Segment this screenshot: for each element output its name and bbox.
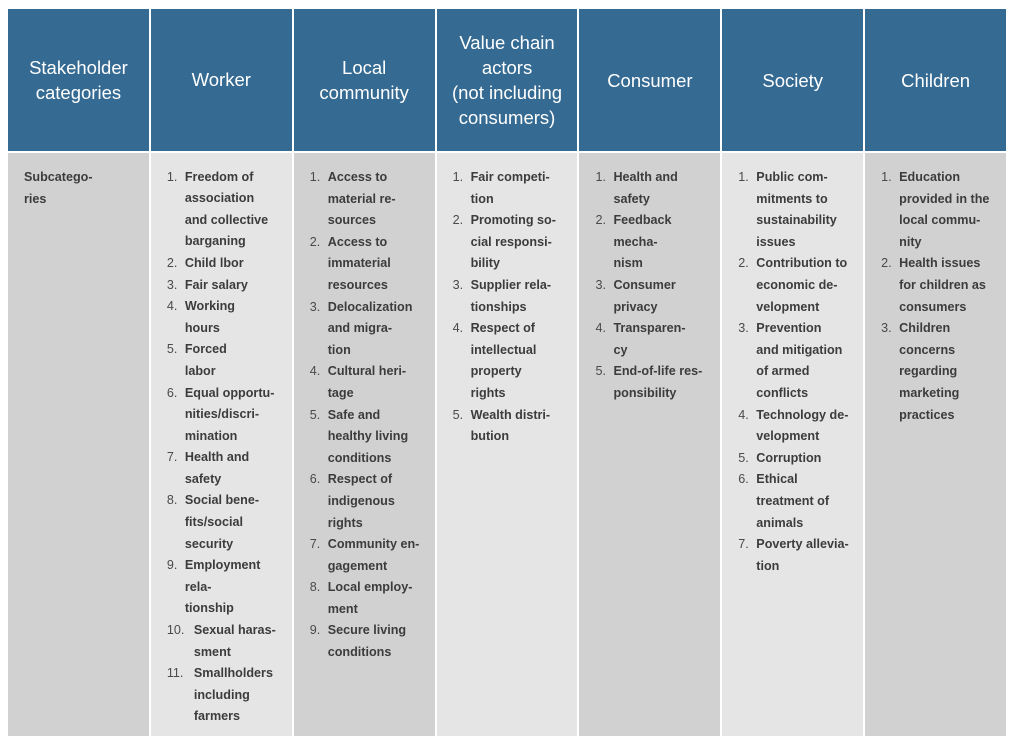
- item-text: Health and safety: [184, 450, 250, 486]
- item-text: Fair competi- tion: [470, 170, 550, 206]
- item-text: Child lbor: [184, 255, 244, 270]
- list-item: [595, 210, 712, 275]
- list-item: [167, 253, 284, 275]
- item-text: Working hours: [184, 299, 236, 335]
- item-number: 7.: [309, 537, 321, 552]
- list-item: [167, 555, 284, 620]
- list-item: [167, 383, 284, 448]
- column-body: [151, 153, 292, 736]
- item-number: 2.: [452, 213, 464, 228]
- column-header: [294, 9, 435, 151]
- subcategory-list: [453, 167, 570, 448]
- item-number: 5.: [166, 342, 178, 357]
- item-number: 2.: [166, 255, 178, 270]
- list-item: [167, 490, 284, 555]
- list-item: [738, 469, 855, 534]
- item-text: Wealth distri- bution: [470, 407, 551, 444]
- header-label: Children: [901, 69, 971, 91]
- header-label: Value chain actors (not including consumers): [451, 32, 563, 128]
- list-item: [453, 210, 570, 275]
- item-number: 1.: [166, 169, 178, 184]
- subcategory-list: [738, 167, 855, 577]
- item-text: Corruption: [756, 450, 822, 465]
- item-text: Technology de- velopment: [756, 407, 849, 444]
- item-text: Local employ- ment: [327, 580, 413, 616]
- column-body: [294, 153, 435, 736]
- item-number: 1.: [309, 170, 321, 184]
- item-number: 7.: [166, 450, 178, 465]
- item-text: Poverty allevia- tion: [756, 537, 849, 573]
- list-item: [310, 405, 427, 470]
- list-item: [881, 167, 998, 253]
- item-text: Promoting so- cial responsi- bility: [470, 213, 556, 271]
- item-text: Equal opportu- nities/discri- mination: [184, 385, 275, 443]
- item-number: 4.: [166, 299, 178, 314]
- item-number: 4.: [452, 321, 464, 336]
- item-text: Transparen- cy: [613, 321, 686, 357]
- item-number: 4.: [309, 364, 321, 379]
- column-stakeholder-categories: [8, 9, 149, 736]
- list-item: [738, 318, 855, 404]
- item-number: 9.: [166, 558, 178, 573]
- list-item: [738, 405, 855, 448]
- item-text: Access to material re- sources: [327, 170, 396, 228]
- list-item: [310, 167, 427, 232]
- item-text: End-of-life res- ponsibility: [613, 364, 703, 400]
- subcategory-list: [310, 167, 427, 664]
- list-item: [167, 296, 284, 339]
- item-text: Health issues for children as consumers: [899, 256, 986, 314]
- item-text: Employment rela- tionship: [184, 558, 261, 616]
- item-number: 10.: [166, 623, 185, 638]
- item-number: 1.: [595, 170, 606, 184]
- item-number: 5.: [738, 450, 749, 465]
- list-item: [738, 167, 855, 253]
- column-local-community: [294, 9, 435, 736]
- item-number: 2.: [309, 234, 321, 249]
- list-item: [881, 318, 998, 426]
- column-worker: [151, 9, 292, 736]
- list-item: [595, 361, 712, 404]
- stakeholder-table: [8, 9, 1006, 736]
- item-number: 1.: [738, 170, 749, 184]
- item-text: Social bene- fits/social security: [184, 493, 260, 551]
- column-body: [865, 153, 1006, 736]
- item-text: Delocalization and migra- tion: [327, 299, 413, 357]
- item-number: 3.: [452, 277, 464, 292]
- list-item: [595, 167, 712, 210]
- list-item: [738, 253, 855, 318]
- item-text: Consumer privacy: [613, 277, 676, 314]
- item-number: 6.: [309, 472, 321, 487]
- item-text: Children concerns regarding marketing practices: [899, 321, 960, 422]
- item-number: 2.: [738, 256, 749, 271]
- list-item: [453, 405, 570, 448]
- list-item: [453, 275, 570, 318]
- list-item: [310, 534, 427, 577]
- list-item: [453, 318, 570, 404]
- item-text: Prevention and mitigation of armed conflicts: [756, 321, 843, 400]
- item-text: Access to immaterial resources: [327, 234, 391, 292]
- item-text: Sexual haras- sment: [193, 623, 276, 659]
- list-item: [310, 620, 427, 663]
- list-item: [310, 469, 427, 534]
- item-number: 8.: [166, 493, 178, 508]
- list-item: [310, 361, 427, 404]
- list-item: [738, 534, 855, 577]
- column-body: [8, 153, 149, 736]
- column-body: [437, 153, 578, 736]
- subcategory-list: [167, 167, 284, 728]
- column-body: [722, 153, 863, 736]
- column-header: [437, 9, 578, 151]
- list-item: [738, 448, 855, 470]
- subcategory-list: [595, 167, 712, 405]
- item-number: 3.: [881, 321, 892, 336]
- header-label: Stakeholder categories: [29, 57, 128, 103]
- list-item: [167, 275, 284, 297]
- item-text: Freedom of association and collective barganing: [184, 169, 269, 249]
- header-label: Worker: [191, 69, 251, 91]
- item-text: Smallholders including farmers: [193, 666, 273, 724]
- item-text: Public com- mitments to sustainability issues: [756, 170, 837, 249]
- header-label: Society: [762, 69, 824, 91]
- column-body: [579, 153, 720, 736]
- subcategories-label: Subcatego- ries: [24, 170, 93, 206]
- list-item: [595, 275, 712, 318]
- list-item: [310, 577, 427, 620]
- item-number: 2.: [881, 256, 892, 271]
- item-number: 3.: [738, 321, 749, 336]
- item-number: 6.: [738, 472, 749, 487]
- list-item: [310, 232, 427, 297]
- item-number: 4.: [738, 407, 749, 422]
- column-header: [865, 9, 1006, 151]
- list-item: [167, 167, 284, 253]
- subcategory-list: [881, 167, 998, 426]
- item-number: 3.: [595, 277, 606, 292]
- item-text: Ethical treatment of animals: [756, 472, 830, 530]
- item-text: Community en- gagement: [327, 537, 420, 573]
- list-item: [310, 297, 427, 362]
- item-number: 1.: [452, 170, 464, 184]
- list-item: [453, 167, 570, 210]
- item-number: 3.: [166, 277, 178, 292]
- column-children: [865, 9, 1006, 736]
- header-label: Local community: [319, 57, 409, 103]
- item-number: 9.: [309, 623, 321, 638]
- column-header: [8, 9, 149, 151]
- item-text: Contribution to economic de- velopment: [756, 256, 848, 314]
- item-text: Respect of intellectual property rights: [470, 321, 537, 400]
- item-text: Education provided in the local commu- nity: [899, 170, 990, 249]
- column-society: [722, 9, 863, 736]
- item-text: Forced labor: [184, 342, 227, 378]
- list-item: [595, 318, 712, 361]
- column-consumer: [579, 9, 720, 736]
- item-text: Respect of indigenous rights: [327, 472, 395, 530]
- column-header: [579, 9, 720, 151]
- item-number: 1.: [881, 170, 892, 184]
- item-number: 7.: [738, 537, 749, 552]
- header-label: Consumer: [607, 69, 693, 91]
- column-value-chain-actors: [437, 9, 578, 736]
- item-number: 4.: [595, 321, 606, 336]
- item-text: Health and safety: [613, 170, 678, 206]
- item-text: Feedback mecha- nism: [613, 213, 672, 271]
- item-number: 5.: [595, 364, 606, 379]
- column-header: [722, 9, 863, 151]
- item-number: 8.: [309, 580, 321, 595]
- item-number: 5.: [452, 407, 464, 422]
- list-item: [167, 663, 284, 728]
- list-item: [167, 620, 284, 663]
- item-text: Safe and healthy living conditions: [327, 407, 409, 465]
- item-number: 11.: [166, 666, 184, 681]
- item-text: Fair salary: [184, 277, 248, 292]
- item-number: 5.: [309, 407, 321, 422]
- list-item: [167, 339, 284, 382]
- item-number: 2.: [595, 213, 606, 228]
- item-number: 3.: [309, 299, 321, 314]
- item-text: Secure living conditions: [327, 623, 407, 660]
- item-text: Cultural heri- tage: [327, 364, 407, 400]
- item-number: 6.: [166, 385, 178, 400]
- column-header: [151, 9, 292, 151]
- list-item: [167, 447, 284, 490]
- list-item: [881, 253, 998, 318]
- item-text: Supplier rela- tionships: [470, 277, 552, 314]
